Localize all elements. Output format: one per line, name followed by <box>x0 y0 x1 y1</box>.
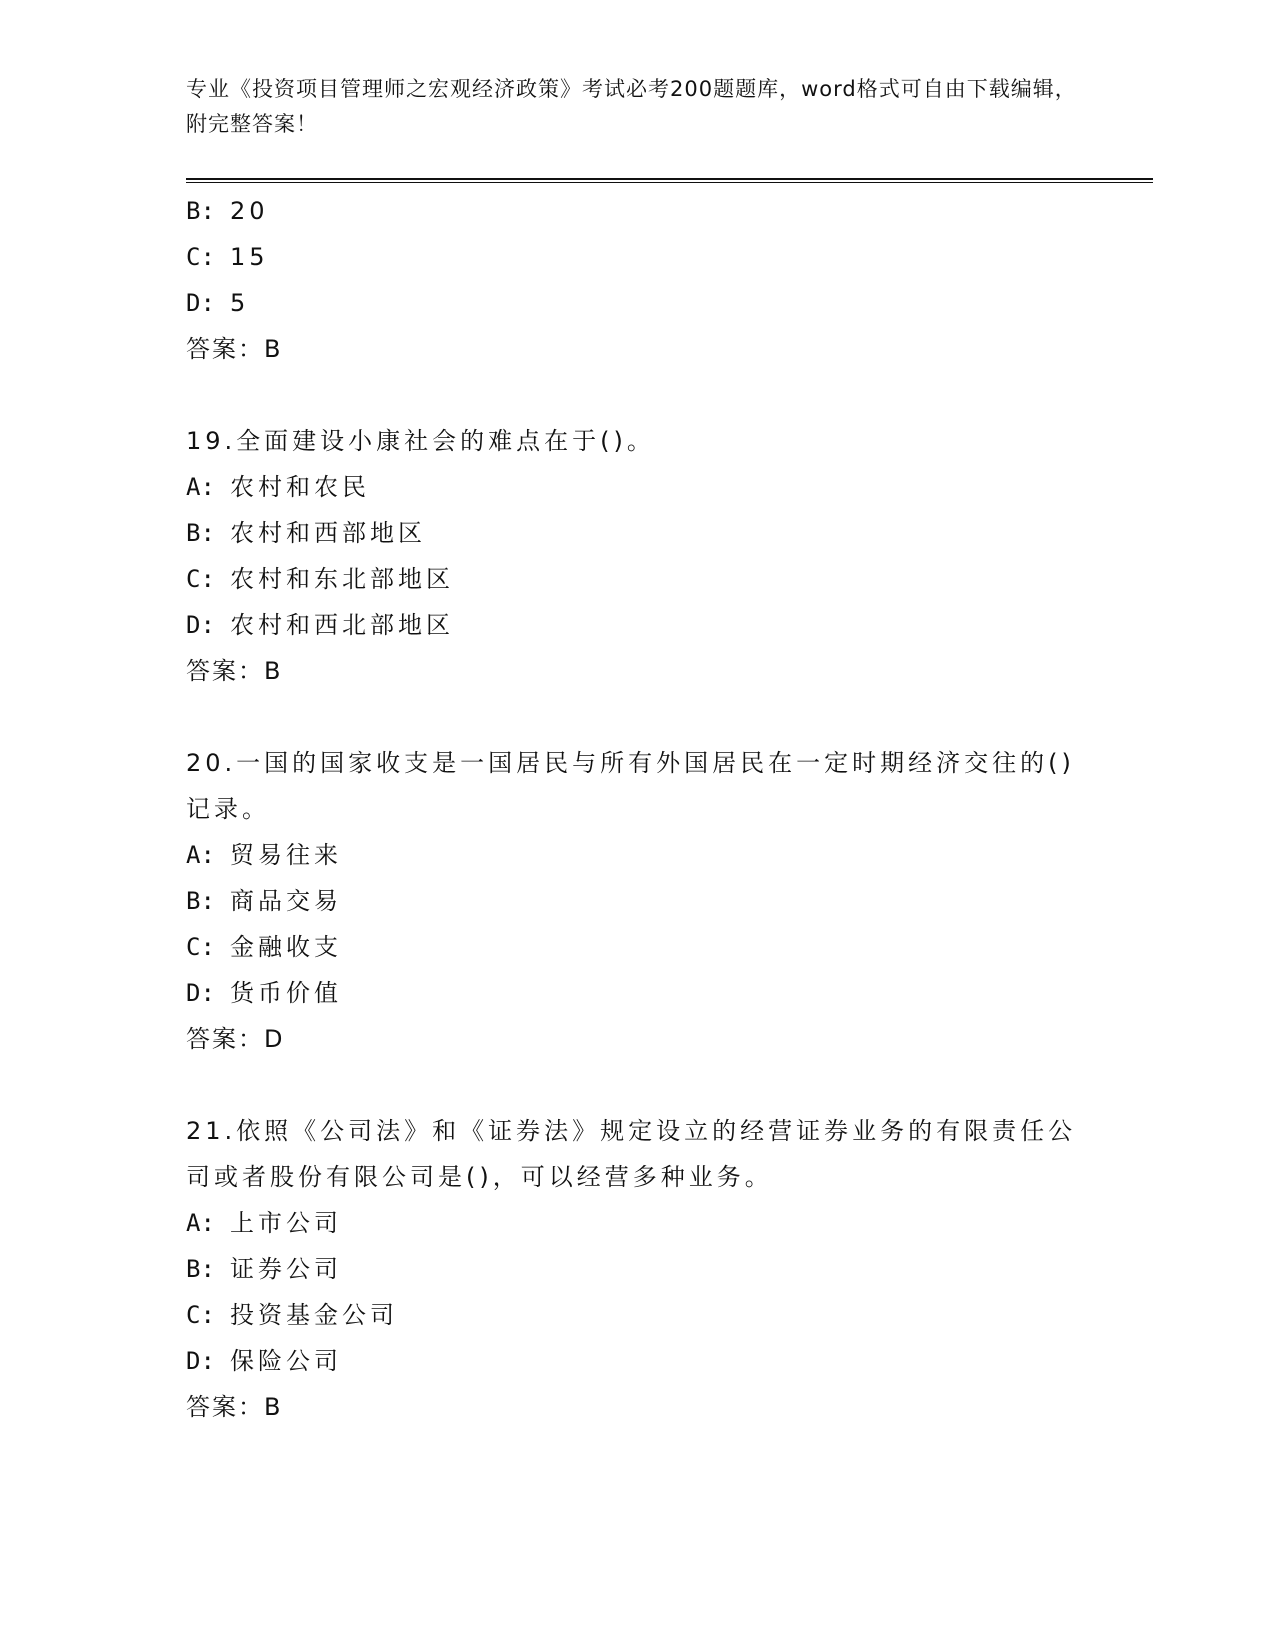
page-header-text: 专业《投资项目管理师之宏观经济政策》考试必考200题题库，word格式可自由下载编辑，附完整答案！ <box>186 77 1077 136</box>
option-c <box>186 556 1086 602</box>
option-label: B: <box>186 197 215 225</box>
option-label: C: <box>186 243 215 271</box>
option-d <box>186 602 1086 648</box>
option-label: C: <box>186 1301 215 1329</box>
option-text: 农村和西北部地区 <box>230 611 454 639</box>
header-divider <box>186 178 1153 180</box>
answer-line: 答案：B <box>186 657 283 685</box>
option-label: C: <box>186 565 215 593</box>
option-a <box>186 832 1086 878</box>
spacer <box>186 694 1086 740</box>
option-b <box>186 188 1086 234</box>
option-label: D: <box>186 611 215 639</box>
option-text: 农村和东北部地区 <box>230 565 454 593</box>
option-a <box>186 464 1086 510</box>
option-a <box>186 1200 1086 1246</box>
option-label: A: <box>186 841 215 869</box>
option-d <box>186 280 1086 326</box>
option-c <box>186 234 1086 280</box>
option-label: C: <box>186 933 215 961</box>
question-stem: 20.一国的国家收支是一国居民与所有外国居民在一定时期经济交往的()记录。 <box>186 749 1075 823</box>
option-label: A: <box>186 473 215 501</box>
question-19 <box>186 418 1086 694</box>
option-b <box>186 878 1086 924</box>
option-text: 5 <box>230 289 250 317</box>
answer-line: 答案：B <box>186 335 283 363</box>
option-text: 农村和农民 <box>230 473 370 501</box>
option-text: 证券公司 <box>230 1255 342 1283</box>
option-text: 20 <box>230 197 269 225</box>
option-label: D: <box>186 1347 215 1375</box>
option-text: 货币价值 <box>230 979 342 1007</box>
option-label: A: <box>186 1209 215 1237</box>
option-label: D: <box>186 289 215 317</box>
option-text: 贸易往来 <box>230 841 342 869</box>
option-text: 金融收支 <box>230 933 342 961</box>
option-d <box>186 970 1086 1016</box>
header-divider-thin <box>186 182 1153 183</box>
option-d <box>186 1338 1086 1384</box>
spacer <box>186 1062 1086 1108</box>
option-text: 上市公司 <box>230 1209 342 1237</box>
option-label: B: <box>186 887 215 915</box>
option-c <box>186 924 1086 970</box>
continued-question <box>186 188 1086 372</box>
question-21 <box>186 1108 1086 1430</box>
option-b <box>186 1246 1086 1292</box>
option-label: D: <box>186 979 215 1007</box>
option-text: 商品交易 <box>230 887 342 915</box>
option-text: 投资基金公司 <box>230 1301 398 1329</box>
option-b <box>186 510 1086 556</box>
option-c <box>186 1292 1086 1338</box>
question-stem: 19.全面建设小康社会的难点在于()。 <box>186 427 655 455</box>
answer-line: 答案：D <box>186 1025 285 1053</box>
question-content <box>186 188 1086 1430</box>
answer-line: 答案：B <box>186 1393 283 1421</box>
question-20 <box>186 740 1086 1062</box>
option-text: 15 <box>230 243 269 271</box>
question-stem: 21.依照《公司法》和《证券法》规定设立的经营证券业务的有限责任公司或者股份有限公司是()，可以经营多种业务。 <box>186 1117 1077 1191</box>
option-text: 农村和西部地区 <box>230 519 426 547</box>
option-text: 保险公司 <box>230 1347 342 1375</box>
option-label: B: <box>186 519 215 547</box>
option-label: B: <box>186 1255 215 1283</box>
spacer <box>186 372 1086 418</box>
